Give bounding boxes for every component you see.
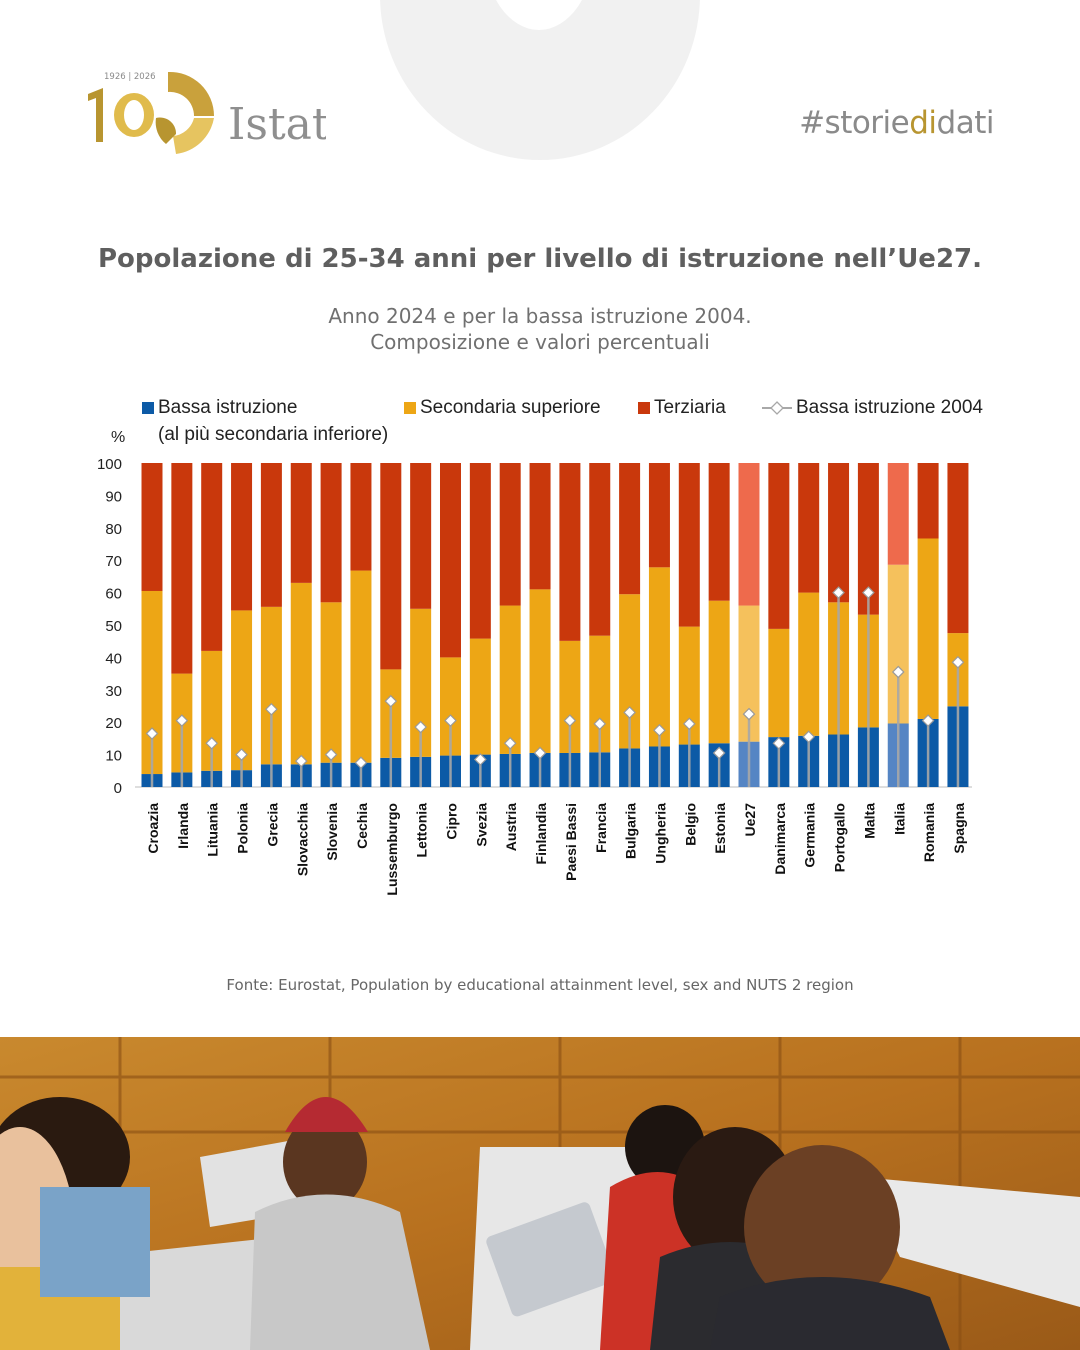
legend-low-label: Bassa istruzione [158, 397, 298, 418]
bar-terziaria [947, 463, 968, 633]
bar-terziaria [380, 463, 401, 669]
bar-secondaria-superiore [291, 583, 312, 764]
x-tick-label: Irlanda [174, 803, 191, 849]
x-tick-label: Lituania [204, 803, 221, 857]
bar-terziaria [231, 463, 252, 610]
bar-terziaria [171, 463, 192, 674]
x-tick-label: Slovenia [324, 803, 341, 861]
x-tick-label: Paesi Bassi [562, 803, 579, 881]
bar-terziaria [649, 463, 670, 567]
y-tick-label: 70 [105, 553, 122, 571]
bar-terziaria [321, 463, 342, 602]
hashtag-part-storie: #storie [799, 105, 910, 141]
chart-subtitle [0, 303, 1080, 355]
legend-upper [404, 394, 601, 421]
y-tick-label: 40 [105, 650, 122, 668]
bar-secondaria-superiore [231, 610, 252, 770]
y-tick-label: 50 [105, 618, 122, 635]
bar-terziaria [410, 463, 431, 609]
bar-secondaria-superiore [798, 593, 819, 736]
bar-terziaria [918, 463, 939, 538]
y-tick-label: 0 [113, 780, 122, 797]
bar-secondaria-superiore [649, 567, 670, 746]
y-tick-label: 20 [105, 715, 122, 733]
x-tick-label: Cipro [443, 803, 460, 840]
x-tick-label: Grecia [264, 803, 281, 847]
x-tick-label: Finlandia [533, 803, 550, 865]
y-tick-label: 30 [105, 682, 122, 700]
x-tick-label: Spagna [950, 803, 967, 854]
subtitle-line-1: Anno 2024 e per la bassa istruzione 2004. [328, 304, 752, 328]
legend-tertiary [638, 394, 726, 421]
x-tick-label: Danimarca [771, 803, 788, 875]
bar-terziaria [679, 463, 700, 627]
x-tick-label: Francia [592, 803, 609, 853]
legend-low2004-marker [760, 394, 794, 421]
bar-secondaria-superiore [350, 571, 371, 763]
y-axis-label: % [111, 429, 126, 446]
x-tick-label: Bulgaria [622, 803, 639, 860]
logo-name: Istat [228, 99, 326, 150]
source-note: Fonte: Eurostat, Population by educational attainment level, sex and NUTS 2 region [226, 976, 854, 994]
subtitle-line-2: Composizione e valori percentuali [370, 330, 710, 354]
bar-secondaria-superiore [918, 538, 939, 718]
legend-tertiary-swatch [638, 402, 650, 414]
x-tick-label: Belgio [682, 803, 699, 846]
chart-title: Popolazione di 25-34 anni per livello di istruzione nell’Ue27. [98, 244, 982, 274]
bar-terziaria [530, 463, 551, 589]
legend-tertiary-label: Terziaria [654, 397, 726, 418]
y-tick-label: 100 [96, 456, 122, 473]
x-tick-label: Svezia [473, 803, 490, 847]
bar-terziaria [201, 463, 222, 651]
x-tick-label: Estonia [712, 803, 729, 854]
y-tick-label: 60 [105, 585, 122, 603]
bar-terziaria [470, 463, 491, 639]
legend-upper-swatch [404, 402, 416, 414]
x-tick-label: Lettonia [413, 803, 430, 858]
istat-logo [86, 68, 326, 160]
x-tick-label: Croazia [145, 803, 161, 854]
bar-terziaria [768, 463, 789, 629]
bar-secondaria-superiore [768, 629, 789, 737]
bar-secondaria-superiore [470, 639, 491, 755]
x-tick-label: Romania [921, 803, 938, 863]
x-tick-label: Germania [801, 803, 818, 868]
x-tick-label: Cechia [353, 803, 370, 849]
y-tick-label: 80 [105, 520, 122, 538]
bar-terziaria [888, 463, 909, 565]
x-tick-label: Malta [861, 803, 878, 839]
x-tick-label: Ue27 [742, 803, 758, 837]
logo-years: 1926 | 2026 [104, 72, 156, 82]
hashtag [799, 105, 994, 141]
legend-low-sublabel: (al più secondaria inferiore) [158, 424, 389, 445]
x-tick-label: Austria [503, 803, 520, 852]
legend-low2004-label: Bassa istruzione 2004 [796, 397, 983, 418]
bar-terziaria [619, 463, 640, 594]
x-tick-label: Ungheria [652, 803, 669, 864]
bar-chart [0, 420, 1080, 920]
legend-upper-label: Secondaria superiore [420, 397, 601, 418]
bar-terziaria [589, 463, 610, 636]
bar-terziaria [739, 463, 760, 606]
bar-secondaria-superiore [321, 602, 342, 762]
students-photo [0, 1037, 1080, 1350]
bar-terziaria [261, 463, 282, 607]
legend-low-swatch [142, 402, 154, 414]
bar-terziaria [559, 463, 580, 641]
bar-terziaria [828, 463, 849, 602]
hashtag-part-dati: dati [936, 105, 994, 141]
bar-terziaria [291, 463, 312, 583]
bar-terziaria [350, 463, 371, 571]
x-tick-label: Slovacchia [294, 803, 311, 877]
bar-terziaria [709, 463, 730, 601]
y-tick-label: 10 [105, 747, 122, 765]
bar-secondaria-superiore [530, 589, 551, 753]
bar-terziaria [798, 463, 819, 593]
bar-secondaria-superiore [709, 601, 730, 744]
x-tick-label: Polonia [234, 803, 251, 854]
x-tick-label: Italia [891, 803, 908, 835]
x-tick-label: Portogallo [831, 803, 848, 873]
bar-terziaria [440, 463, 461, 657]
legend-low2004 [760, 394, 983, 421]
bar-terziaria [500, 463, 521, 606]
y-tick-label: 90 [105, 488, 122, 506]
x-tick-label: Lussemburgo [383, 803, 400, 896]
bar-terziaria [142, 463, 163, 591]
bar-secondaria-superiore [500, 606, 521, 754]
hashtag-part-di: di [909, 105, 937, 141]
